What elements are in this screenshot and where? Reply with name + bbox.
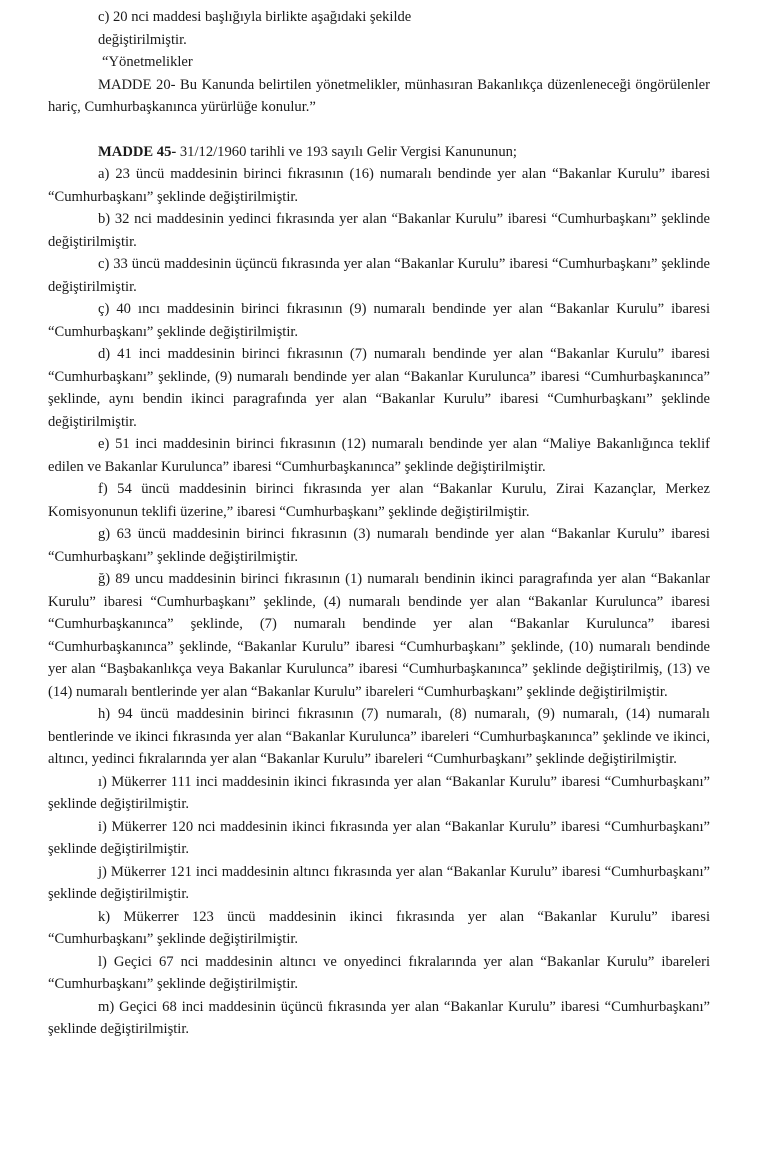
madde45-item-g: g) 63 üncü maddesinin birinci fıkrasının (3) numaralı bendinde yer alan “Bakanlar Kurulu” ibaresi “Cumhurbaşkanı” şeklinde değiştirilmiştir. bbox=[48, 526, 710, 565]
intro-madde20: MADDE 20- Bu Kanunda belirtilen yönetmelikler, münhasıran Bakanlıkça düzenleneceği öngörülenler hariç, Cumhurbaşkanınca yürürlüğe konulur.” bbox=[48, 76, 710, 115]
madde45-item-gg: ğ) 89 uncu maddesinin birinci fıkrasının (1) numaralı bendinin ikinci paragrafında yer alan “Bakanlar Kurulu” ibaresi “Cumhurbaşkanı” şeklinde, (4) numaralı bendinde yer alan “Bakanlar Kurulunca” ibaresi “Cumhurbaşkanınca” şeklinde, (7) numaralı bendinde yer alan “Bakanlar Kurulunca” ibaresi “Cumhurbaşkanınca” şeklinde, “Bakanlar Kurulu” ibaresi “Cumhurbaşkanı” şeklinde, (10) numaralı bendinde yer alan “Başbakanlıkça veya Bakanlar Kurulunca” ibaresi “Cumhurbaşkanınca” şeklinde değiştirilmiş, (13) ve (14) numaralı bentlerinde yer alan “Bakanlar Kurulu” ibareleri “Cumhurbaşkanı” şeklinde değiştirilmiştir. bbox=[48, 571, 710, 700]
madde45-lead-text: 31/12/1960 tarihli ve 193 sayılı Gelir Vergisi Kanununun; bbox=[176, 143, 517, 160]
madde45-item-ii: ı) Mükerrer 111 inci maddesinin ikinci fıkrasında yer alan “Bakanlar Kurulu” ibaresi “Cumhurbaşkanı” şeklinde değiştirilmiştir. bbox=[48, 773, 710, 812]
madde45-label: MADDE 45- bbox=[98, 143, 177, 160]
madde45-item-i: i) Mükerrer 120 nci maddesinin ikinci fıkrasında yer alan “Bakanlar Kurulu” ibaresi “Cumhurbaşkanı” şeklinde değiştirilmiştir. bbox=[48, 818, 710, 857]
madde45-lead bbox=[48, 141, 710, 164]
intro-c-line2: değiştirilmiştir. bbox=[98, 31, 187, 48]
madde45-item-f: f) 54 üncü maddesinin birinci fıkrasında yer alan “Bakanlar Kurulu, Zirai Kazançlar, Merkez Komisyonunun teklifi üzerine,” ibaresi “Cumhurbaşkanı” şeklinde değiştirilmiştir. bbox=[48, 481, 710, 520]
madde45-item-b: b) 32 nci maddesinin yedinci fıkrasında yer alan “Bakanlar Kurulu” ibaresi “Cumhurbaşkanı” şeklinde değiştirilmiştir. bbox=[48, 211, 710, 250]
section-gap bbox=[48, 119, 710, 141]
madde45-item-l: l) Geçici 67 nci maddesinin altıncı ve onyedinci fıkralarında yer alan “Bakanlar Kurulu” ibareleri “Cumhurbaşkanı” şeklinde değiştirilmiştir. bbox=[48, 953, 710, 992]
madde45-item-c: c) 33 üncü maddesinin üçüncü fıkrasında yer alan “Bakanlar Kurulu” ibaresi “Cumhurbaşkanı” şeklinde değiştirilmiştir. bbox=[48, 256, 710, 295]
madde45-item-a: a) 23 üncü maddesinin birinci fıkrasının (16) numaralı bendinde yer alan “Bakanlar Kurulu” ibaresi “Cumhurbaşkanı” şeklinde değiştirilmiştir. bbox=[48, 166, 710, 205]
document-page bbox=[48, 6, 710, 1041]
madde45-item-cc: ç) 40 ıncı maddesinin birinci fıkrasının (9) numaralı bendinde yer alan “Bakanlar Kurulu” ibaresi “Cumhurbaşkanı” şeklinde değiştirilmiştir. bbox=[48, 301, 710, 340]
intro-heading: “Yönetmelikler bbox=[102, 54, 193, 70]
madde45-item-d: d) 41 inci maddesinin birinci fıkrasının (7) numaralı bendinde yer alan “Bakanlar Kurulu” ibaresi “Cumhurbaşkanı” şeklinde, (9) numaralı bendinde yer alan “Bakanlar Kurulunca” ibaresi “Cumhurbaşkanınca” şeklinde, aynı bendin ikinci paragrafında yer alan “Bakanlar Kurulu” ibaresi “Cumhurbaşkanı” şeklinde değiştirilmiştir. bbox=[48, 346, 710, 430]
madde45-item-m: m) Geçici 68 inci maddesinin üçüncü fıkrasında yer alan “Bakanlar Kurulu” ibaresi “Cumhurbaşkanı” şeklinde değiştirilmiştir. bbox=[48, 998, 710, 1037]
madde45-item-h: h) 94 üncü maddesinin birinci fıkrasının (7) numaralı, (8) numaralı, (9) numaralı, (14) numaralı bentlerinde ve ikinci fıkrasında yer alan “Bakanlar Kurulunca” ibareleri “Cumhurbaşkanınca” şeklinde ve ikinci, altıncı, yedinci fıkralarında yer alan “Bakanlar Kurulu” ibareleri “Cumhurbaşkanı” şeklinde değiştirilmiştir. bbox=[48, 706, 710, 767]
intro-c-line1: c) 20 nci maddesi başlığıyla birlikte aşağıdaki şekilde bbox=[98, 9, 412, 25]
madde45-item-k: k) Mükerrer 123 üncü maddesinin ikinci fıkrasında yer alan “Bakanlar Kurulu” ibaresi “Cumhurbaşkanı” şeklinde değiştirilmiştir. bbox=[48, 908, 710, 947]
madde45-item-j: j) Mükerrer 121 inci maddesinin altıncı fıkrasında yer alan “Bakanlar Kurulu” ibaresi “Cumhurbaşkanı” şeklinde değiştirilmiştir. bbox=[48, 863, 710, 902]
madde45-item-e: e) 51 inci maddesinin birinci fıkrasının (12) numaralı bendinde yer alan “Maliye Bakanlığınca teklif edilen ve Bakanlar Kurulunca” ibaresi “Cumhurbaşkanınca” şeklinde değiştirilmiştir. bbox=[48, 436, 710, 475]
